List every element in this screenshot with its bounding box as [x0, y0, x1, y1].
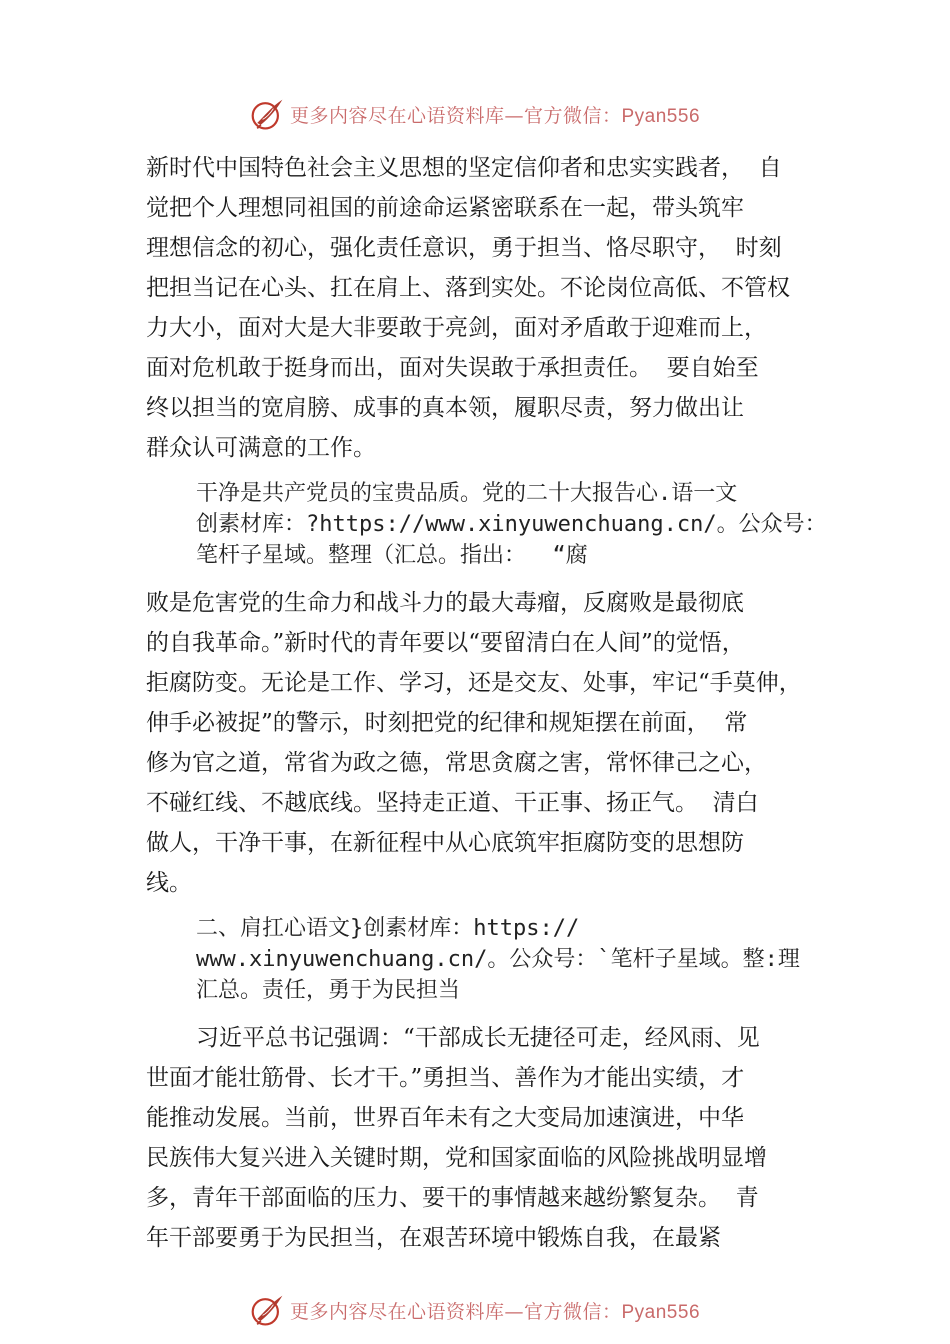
text-line: 做人，干净干事，在新征程中从心底筑牢拒腐防变的思想防: [146, 830, 744, 856]
text-line: 习近平总书记强调：“干部成长无捷径可走，经风雨、见: [196, 1025, 760, 1051]
watermark-line: 创素材库：?https://www.xinyuwenchuang.cn/。公众号：: [196, 512, 827, 537]
text-line: 力大小，面对大是大非要敢于亮剑，面对矛盾敢于迎难而上，: [146, 315, 767, 341]
text-line: 能推动发展。当前，世界百年未有之大变局加速演进，中华: [146, 1105, 744, 1131]
footer-banner: [0, 1290, 950, 1330]
watermark-line: www.xinyuwenchuang.cn/。公众号：`笔杆子星域。整:理: [196, 947, 800, 972]
text-line: 修为官之道，常省为政之德，常思贪腐之害，常怀律己之心，: [146, 750, 767, 776]
text-line: 败是危害党的生命力和战斗力的最大毒瘤，反腐败是最彻底: [146, 590, 744, 616]
text-line: 新时代中国特色社会主义思想的坚定信仰者和忠实实践者， 自: [146, 155, 782, 181]
text-line: 民族伟大复兴进入关键时期，党和国家面临的风险挑战明显增: [146, 1145, 767, 1171]
text-line: 伸手必被捉”的警示，时刻把党的纪律和规矩摆在前面， 常: [146, 710, 748, 736]
text-line: 线。: [146, 870, 192, 896]
banner-text: 更多内容尽在心语资料库—官方微信：Pyan556: [289, 1300, 701, 1323]
text-line: 理想信念的初心，强化责任意识，勇于担当、恪尽职守， 时刻: [146, 235, 782, 261]
watermark-block-2: [146, 913, 846, 1006]
quill-pen-icon: [250, 96, 286, 132]
text-line: 面对危机敢于挺身而出，面对失误敢于承担责任。 要自始至: [146, 355, 759, 381]
paragraph-3: [146, 1018, 846, 1258]
watermark-block-1: [146, 478, 846, 571]
text-line: 终以担当的宽肩膀、成事的真本领，履职尽责，努力做出让: [146, 395, 744, 421]
text-line: 的自我革命。”新时代的青年要以“要留清白在人间”的觉悟，: [146, 630, 745, 656]
text-line: 年干部要勇于为民担当，在艰苦环境中锻炼自我，在最紧: [146, 1225, 721, 1251]
text-line: 群众认可满意的工作。: [146, 435, 376, 461]
paragraph-1: [146, 148, 846, 468]
watermark-line: 汇总。责任，勇于为民担当: [196, 978, 461, 1003]
watermark-line: 笔杆子星域。整理（汇总。指出： “腐: [196, 543, 588, 568]
watermark-line: 二、肩扛心语文}创素材库：https://: [196, 916, 580, 941]
paragraph-2: [146, 583, 846, 903]
banner-text: 更多内容尽在心语资料库—官方微信：Pyan556: [289, 104, 701, 127]
text-line: 把担当记在心头、扛在肩上、落到实处。不论岗位高低、不管权: [146, 275, 790, 301]
text-line: 觉把个人理想同祖国的前途命运紧密联系在一起，带头筑牢: [146, 195, 744, 221]
text-line: 多，青年干部面临的压力、要干的事情越来越纷繁复杂。 青: [146, 1185, 759, 1211]
document-body: [146, 148, 846, 1258]
text-line: 不碰红线、不越底线。坚持走正道、干正事、扬正气。 清白: [146, 790, 759, 816]
watermark-line: 干净是共产党员的宝贵品质。党的二十大报告心.语一文: [196, 481, 738, 506]
text-line: 拒腐防变。无论是工作、学习，还是交友、处事，牢记“手莫伸，: [146, 670, 802, 696]
header-banner: [0, 94, 950, 134]
text-line: 世面才能壮筋骨、长才干。”勇担当、善作为才能出实绩，才: [146, 1065, 745, 1091]
quill-pen-icon: [250, 1292, 286, 1328]
